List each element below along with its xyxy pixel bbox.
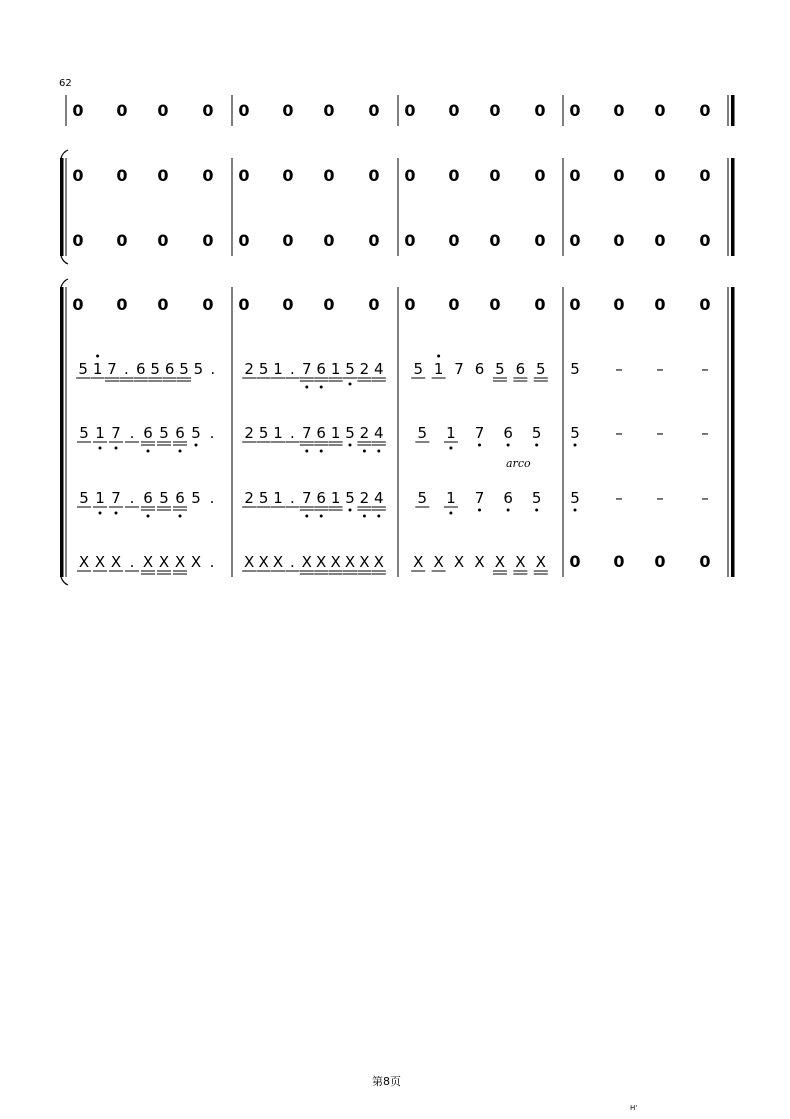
- note: 0: [569, 552, 581, 571]
- octave-dot-below: [478, 509, 481, 512]
- octave-dot-below: [115, 447, 118, 450]
- note: 0: [282, 295, 294, 314]
- note: .: [209, 424, 215, 442]
- note: X: [494, 553, 506, 571]
- note: 0: [448, 231, 460, 250]
- note: X: [330, 553, 341, 571]
- note: 6: [164, 360, 175, 378]
- note: 0: [613, 552, 625, 571]
- octave-dot-below: [507, 444, 510, 447]
- note: 5: [495, 360, 505, 378]
- note: 0: [72, 231, 84, 250]
- note: 7: [302, 424, 312, 442]
- final-barline-thick: [731, 95, 735, 126]
- octave-dot-below: [305, 450, 308, 453]
- note: 2: [359, 489, 370, 507]
- note: –: [615, 489, 623, 507]
- note: 7: [474, 424, 485, 442]
- note: 5: [570, 360, 580, 378]
- note: X: [258, 553, 269, 571]
- note: –: [656, 489, 664, 507]
- note: 0: [116, 101, 128, 120]
- note: –: [701, 360, 709, 378]
- note: X: [373, 553, 384, 571]
- note: 0: [569, 231, 581, 250]
- note: 5: [536, 360, 546, 378]
- note: .: [290, 360, 295, 378]
- note: 0: [157, 231, 169, 250]
- note: .: [290, 424, 295, 442]
- note: 7: [302, 360, 312, 378]
- note: 0: [489, 166, 501, 185]
- bracket-group-2: [60, 287, 64, 577]
- note: X: [142, 553, 154, 571]
- octave-dot-below: [99, 512, 102, 515]
- note: 0: [282, 166, 294, 185]
- note: 6: [136, 360, 146, 378]
- note: 0: [157, 166, 169, 185]
- bracket-group-2-bottom: [61, 577, 68, 585]
- octave-dot-below: [179, 450, 182, 453]
- note: 2: [244, 489, 254, 507]
- note: 0: [404, 231, 416, 250]
- note: 0: [238, 295, 250, 314]
- note: 0: [534, 101, 546, 120]
- note: 0: [323, 101, 335, 120]
- note: 0: [238, 101, 250, 120]
- note: 0: [323, 295, 335, 314]
- octave-dot-below: [147, 450, 150, 453]
- note: X: [474, 553, 485, 571]
- note: 6: [316, 424, 326, 442]
- octave-dot-below: [349, 383, 352, 386]
- note: 0: [157, 295, 169, 314]
- note: 6: [515, 360, 526, 378]
- arco-annotation: arco: [506, 457, 531, 470]
- note: 5: [78, 360, 88, 378]
- note: 0: [569, 166, 581, 185]
- note: 5: [193, 360, 204, 378]
- note: .: [209, 553, 215, 571]
- note: 1: [330, 489, 341, 507]
- note: 4: [374, 424, 384, 442]
- bracket-group-2-top: [61, 279, 68, 287]
- note: 2: [359, 424, 370, 442]
- note: .: [209, 489, 215, 507]
- note: 6: [316, 489, 326, 507]
- note: 0: [116, 231, 128, 250]
- note: 1: [273, 489, 283, 507]
- octave-dot-below: [320, 386, 323, 389]
- measure-number: 62: [59, 78, 72, 89]
- note: –: [701, 424, 709, 442]
- note: 0: [654, 295, 666, 314]
- note: 1: [95, 489, 105, 507]
- note: 0: [654, 231, 666, 250]
- note: 0: [534, 231, 546, 250]
- corner-mark: H': [630, 1104, 638, 1112]
- note: 5: [345, 424, 355, 442]
- note: 5: [258, 424, 269, 442]
- note: 0: [368, 231, 380, 250]
- octave-dot-below: [449, 447, 452, 450]
- bracket-group-1-top: [61, 150, 68, 158]
- note: 2: [244, 424, 254, 442]
- octave-dot-below: [574, 444, 577, 447]
- note: 5: [417, 424, 428, 442]
- note: .: [210, 360, 216, 378]
- note: 0: [448, 166, 460, 185]
- note: 0: [613, 166, 625, 185]
- note: 0: [404, 295, 416, 314]
- note: 0: [404, 166, 416, 185]
- note: 5: [159, 424, 169, 442]
- note: 5: [191, 489, 201, 507]
- note: .: [124, 360, 129, 378]
- note: 4: [374, 489, 384, 507]
- note: 0: [202, 166, 214, 185]
- bracket-group-1-bottom: [61, 256, 68, 264]
- note: 2: [244, 360, 254, 378]
- note: 0: [489, 295, 501, 314]
- note: 0: [613, 101, 625, 120]
- note: X: [272, 553, 284, 571]
- note: 5: [79, 489, 89, 507]
- note: 0: [569, 101, 581, 120]
- note: .: [290, 553, 295, 571]
- note: 0: [654, 101, 666, 120]
- note: 5: [531, 424, 542, 442]
- note: 1: [273, 360, 283, 378]
- note: 0: [282, 101, 294, 120]
- note: 0: [654, 552, 666, 571]
- note: .: [129, 424, 135, 442]
- note: 0: [323, 231, 335, 250]
- octave-dot-below: [349, 509, 352, 512]
- note: X: [78, 553, 90, 571]
- octave-dot-below: [377, 450, 380, 453]
- octave-dot-below: [99, 447, 102, 450]
- note: X: [158, 553, 170, 571]
- note: X: [413, 553, 424, 571]
- note: 1: [330, 424, 341, 442]
- note: 0: [157, 101, 169, 120]
- note: 7: [107, 360, 117, 378]
- octave-dot-above: [96, 355, 99, 358]
- octave-dot-below: [535, 444, 538, 447]
- octave-dot-below: [349, 444, 352, 447]
- note: 0: [72, 295, 84, 314]
- note: 4: [374, 360, 384, 378]
- note: X: [453, 553, 465, 571]
- note: 0: [404, 101, 416, 120]
- octave-dot-below: [535, 509, 538, 512]
- note: 0: [489, 231, 501, 250]
- octave-dot-below: [363, 515, 366, 518]
- octave-dot-below: [147, 515, 150, 518]
- octave-dot-below: [320, 450, 323, 453]
- note: 0: [238, 231, 250, 250]
- note: 5: [191, 424, 201, 442]
- note: X: [433, 553, 444, 571]
- note: 0: [72, 101, 84, 120]
- note: 5: [345, 360, 355, 378]
- note: X: [244, 553, 255, 571]
- note: 7: [111, 489, 121, 507]
- octave-dot-below: [449, 512, 452, 515]
- note: X: [515, 553, 526, 571]
- note: 0: [448, 101, 460, 120]
- bracket-group-1: [60, 158, 64, 256]
- note: 5: [150, 360, 160, 378]
- note: 5: [258, 360, 269, 378]
- note: 0: [282, 231, 294, 250]
- note: 1: [92, 360, 103, 378]
- note: X: [190, 553, 202, 571]
- note: 6: [175, 424, 185, 442]
- note: 0: [448, 295, 460, 314]
- note: X: [344, 553, 356, 571]
- note: 0: [613, 231, 625, 250]
- final-barline-thick: [731, 158, 735, 256]
- note: X: [94, 553, 106, 571]
- note: 0: [569, 295, 581, 314]
- note: .: [129, 489, 135, 507]
- note: 0: [72, 166, 84, 185]
- note: 5: [570, 489, 580, 507]
- note: 5: [79, 424, 89, 442]
- note: 1: [446, 489, 456, 507]
- note: 6: [143, 489, 153, 507]
- note: 0: [534, 295, 546, 314]
- final-barline-thick: [731, 287, 735, 577]
- note: 1: [330, 360, 341, 378]
- note: –: [615, 360, 623, 378]
- note: 6: [175, 489, 185, 507]
- note: 2: [359, 360, 370, 378]
- note: 1: [273, 424, 283, 442]
- note: 0: [699, 552, 711, 571]
- octave-dot-above: [437, 355, 440, 358]
- note: 5: [570, 424, 580, 442]
- note: –: [656, 360, 664, 378]
- note: 7: [302, 489, 312, 507]
- note: 0: [202, 295, 214, 314]
- note: 7: [111, 424, 121, 442]
- note: 0: [699, 166, 711, 185]
- note: 6: [316, 360, 326, 378]
- note: 6: [143, 424, 153, 442]
- note: 0: [238, 166, 250, 185]
- note: 0: [368, 166, 380, 185]
- note: 0: [368, 295, 380, 314]
- note: 6: [503, 424, 513, 442]
- note: .: [290, 489, 295, 507]
- note: –: [701, 489, 709, 507]
- octave-dot-below: [305, 386, 308, 389]
- note: X: [174, 553, 186, 571]
- note: 0: [699, 101, 711, 120]
- note: 0: [654, 166, 666, 185]
- note: 5: [345, 489, 355, 507]
- note: X: [316, 553, 327, 571]
- note: 1: [95, 424, 105, 442]
- note: 0: [202, 231, 214, 250]
- note: 0: [489, 101, 501, 120]
- note: 6: [503, 489, 513, 507]
- octave-dot-below: [320, 515, 323, 518]
- note: 0: [699, 295, 711, 314]
- octave-dot-below: [305, 515, 308, 518]
- note: 0: [116, 295, 128, 314]
- octave-dot-below: [507, 509, 510, 512]
- note: –: [615, 424, 623, 442]
- note: 6: [474, 360, 485, 378]
- note: X: [110, 553, 122, 571]
- note: 0: [116, 166, 128, 185]
- octave-dot-below: [478, 444, 481, 447]
- note: .: [129, 553, 135, 571]
- note: 5: [258, 489, 269, 507]
- note: X: [535, 553, 546, 571]
- octave-dot-below: [195, 444, 198, 447]
- note: 1: [446, 424, 456, 442]
- octave-dot-below: [363, 450, 366, 453]
- note: 5: [159, 489, 169, 507]
- octave-dot-below: [574, 509, 577, 512]
- note: 5: [531, 489, 542, 507]
- octave-dot-below: [377, 515, 380, 518]
- note: 0: [699, 231, 711, 250]
- note: 0: [613, 295, 625, 314]
- note: 7: [474, 489, 485, 507]
- octave-dot-below: [115, 512, 118, 515]
- note: 0: [323, 166, 335, 185]
- note: 5: [417, 489, 428, 507]
- note: X: [301, 553, 312, 571]
- note: 5: [413, 360, 423, 378]
- note: 7: [454, 360, 464, 378]
- note: –: [656, 424, 664, 442]
- note: 0: [368, 101, 380, 120]
- notes-layer: [72, 101, 710, 574]
- note: 0: [202, 101, 214, 120]
- page-footer: 第8页: [372, 1075, 401, 1088]
- note: 0: [534, 166, 546, 185]
- note: 5: [179, 360, 189, 378]
- note: X: [359, 553, 370, 571]
- octave-dot-below: [179, 515, 182, 518]
- note: 1: [433, 360, 444, 378]
